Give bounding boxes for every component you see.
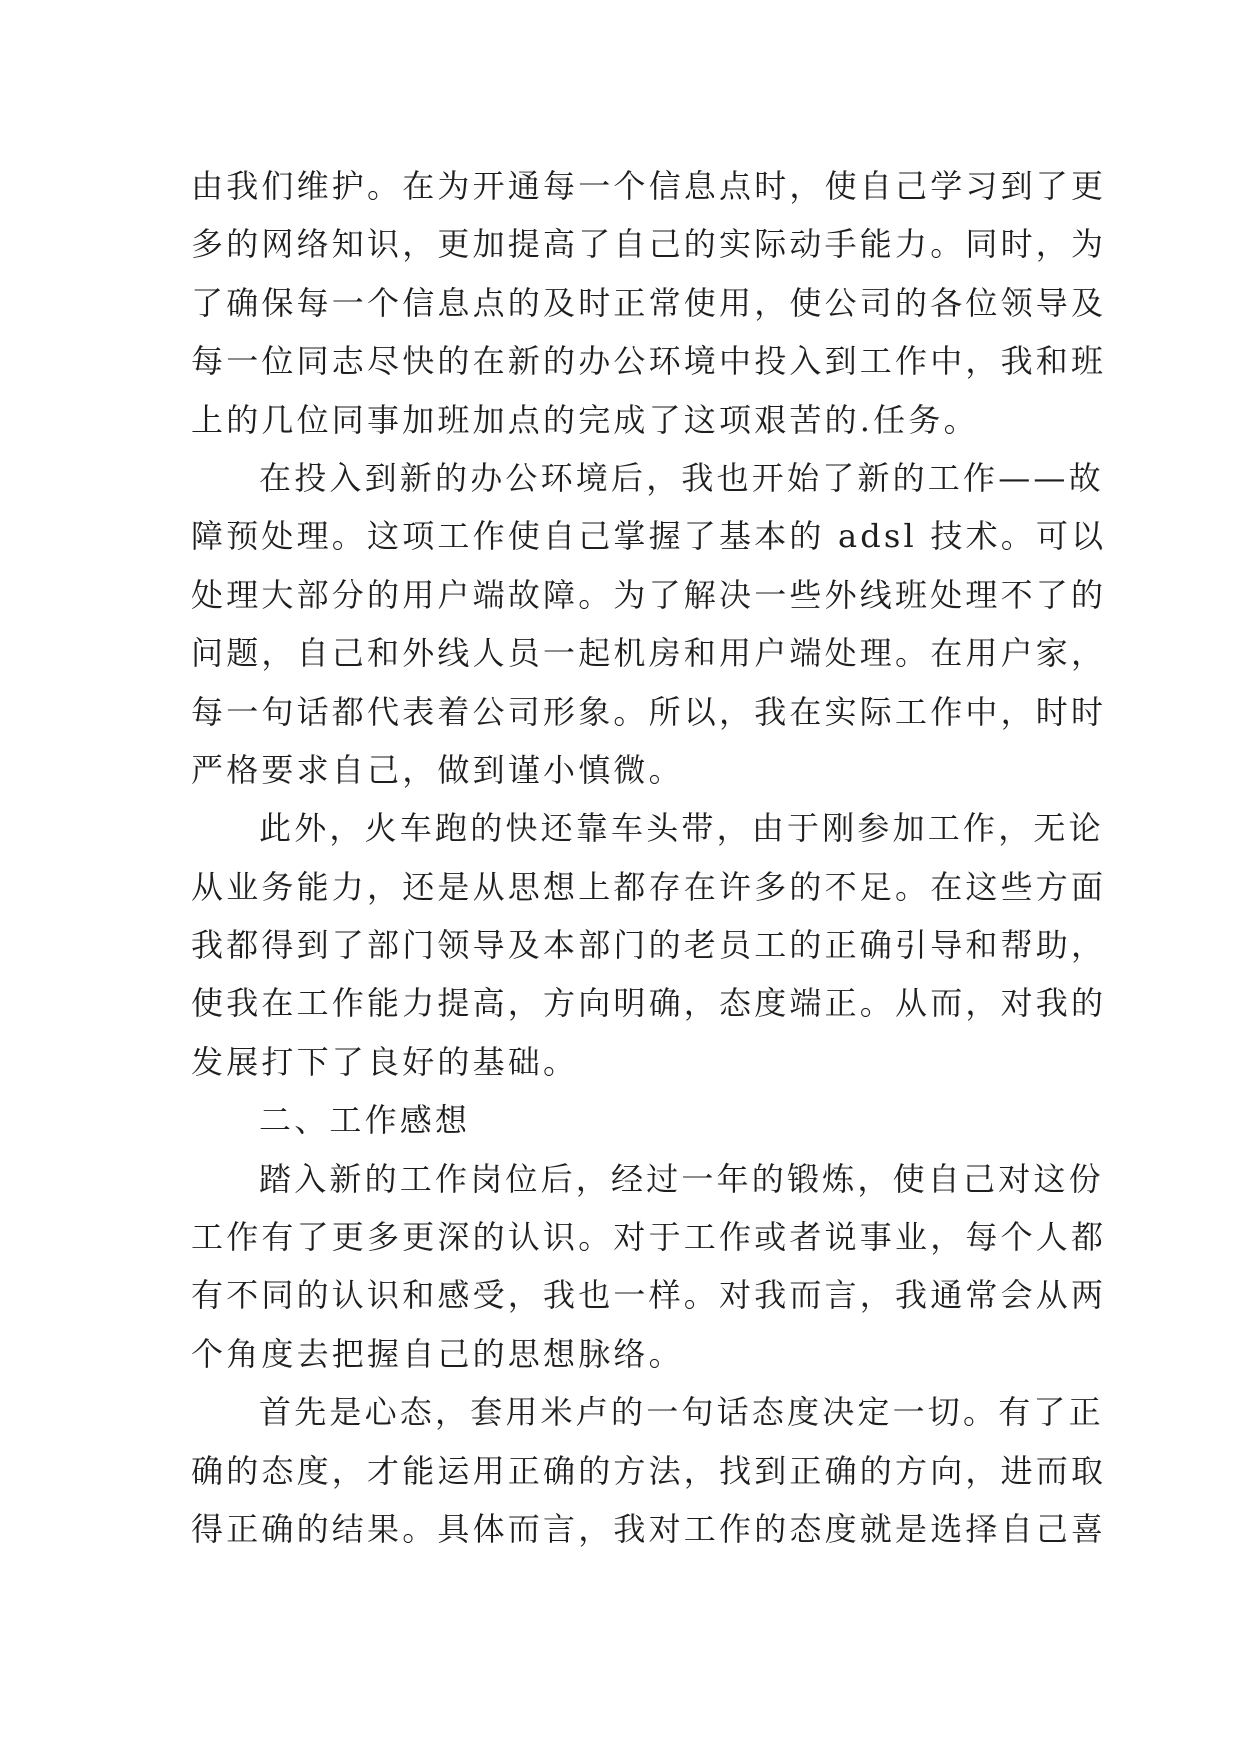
text-line: 得正确的结果。具体而言，我对工作的态度就是选择自己喜 <box>191 1509 1107 1548</box>
text-line: 发展打下了良好的基础。 <box>191 1042 579 1081</box>
text-line: 在投入到新的办公环境后，我也开始了新的工作——故 <box>259 458 1104 497</box>
text-line: 首先是心态，套用米卢的一句话态度决定一切。有了正 <box>259 1393 1104 1432</box>
text-line: 上的几位同事加班加点的完成了这项艰苦的.任务。 <box>191 400 979 439</box>
text-line: 使我在工作能力提高，方向明确，态度端正。从而，对我的 <box>191 984 1107 1023</box>
text-line: 此外，火车跑的快还靠车头带，由于刚参加工作，无论 <box>259 809 1104 848</box>
body-text <box>191 157 1107 1558</box>
text-line: 确的态度，才能运用正确的方法，找到正确的方向，进而取 <box>191 1451 1107 1490</box>
text-line: 有不同的认识和感受，我也一样。对我而言，我通常会从两 <box>191 1276 1107 1315</box>
text-line: 个角度去把握自己的思想脉络。 <box>191 1334 684 1373</box>
text-line: 了确保每一个信息点的及时正常使用，使公司的各位领导及 <box>191 283 1107 322</box>
text-line: 处理大部分的用户端故障。为了解决一些外线班处理不了的 <box>191 575 1107 614</box>
text-line: 工作有了更多更深的认识。对于工作或者说事业，每个人都 <box>191 1218 1107 1257</box>
text-line: 我都得到了部门领导及本部门的老员工的正确引导和帮助， <box>191 926 1107 965</box>
text-line: 踏入新的工作岗位后，经过一年的锻炼，使自己对这份 <box>259 1159 1104 1198</box>
text-line: 从业务能力，还是从思想上都存在许多的不足。在这些方面 <box>191 867 1107 906</box>
text-line: 障预处理。这项工作使自己掌握了基本的 adsl 技术。可以 <box>191 517 1107 556</box>
text-line: 多的网络知识，更加提高了自己的实际动手能力。同时，为 <box>191 225 1107 264</box>
text-line: 每一句话都代表着公司形象。所以，我在实际工作中，时时 <box>191 692 1107 731</box>
text-line: 由我们维护。在为开通每一个信息点时，使自己学习到了更 <box>191 167 1107 205</box>
text-line: 二、工作感想 <box>259 1101 471 1140</box>
text-line: 问题，自己和外线人员一起机房和用户端处理。在用户家， <box>191 634 1107 673</box>
text-line: 每一位同志尽快的在新的办公环境中投入到工作中，我和班 <box>191 342 1107 381</box>
text-line: 严格要求自己，做到谨小慎微。 <box>191 750 684 789</box>
